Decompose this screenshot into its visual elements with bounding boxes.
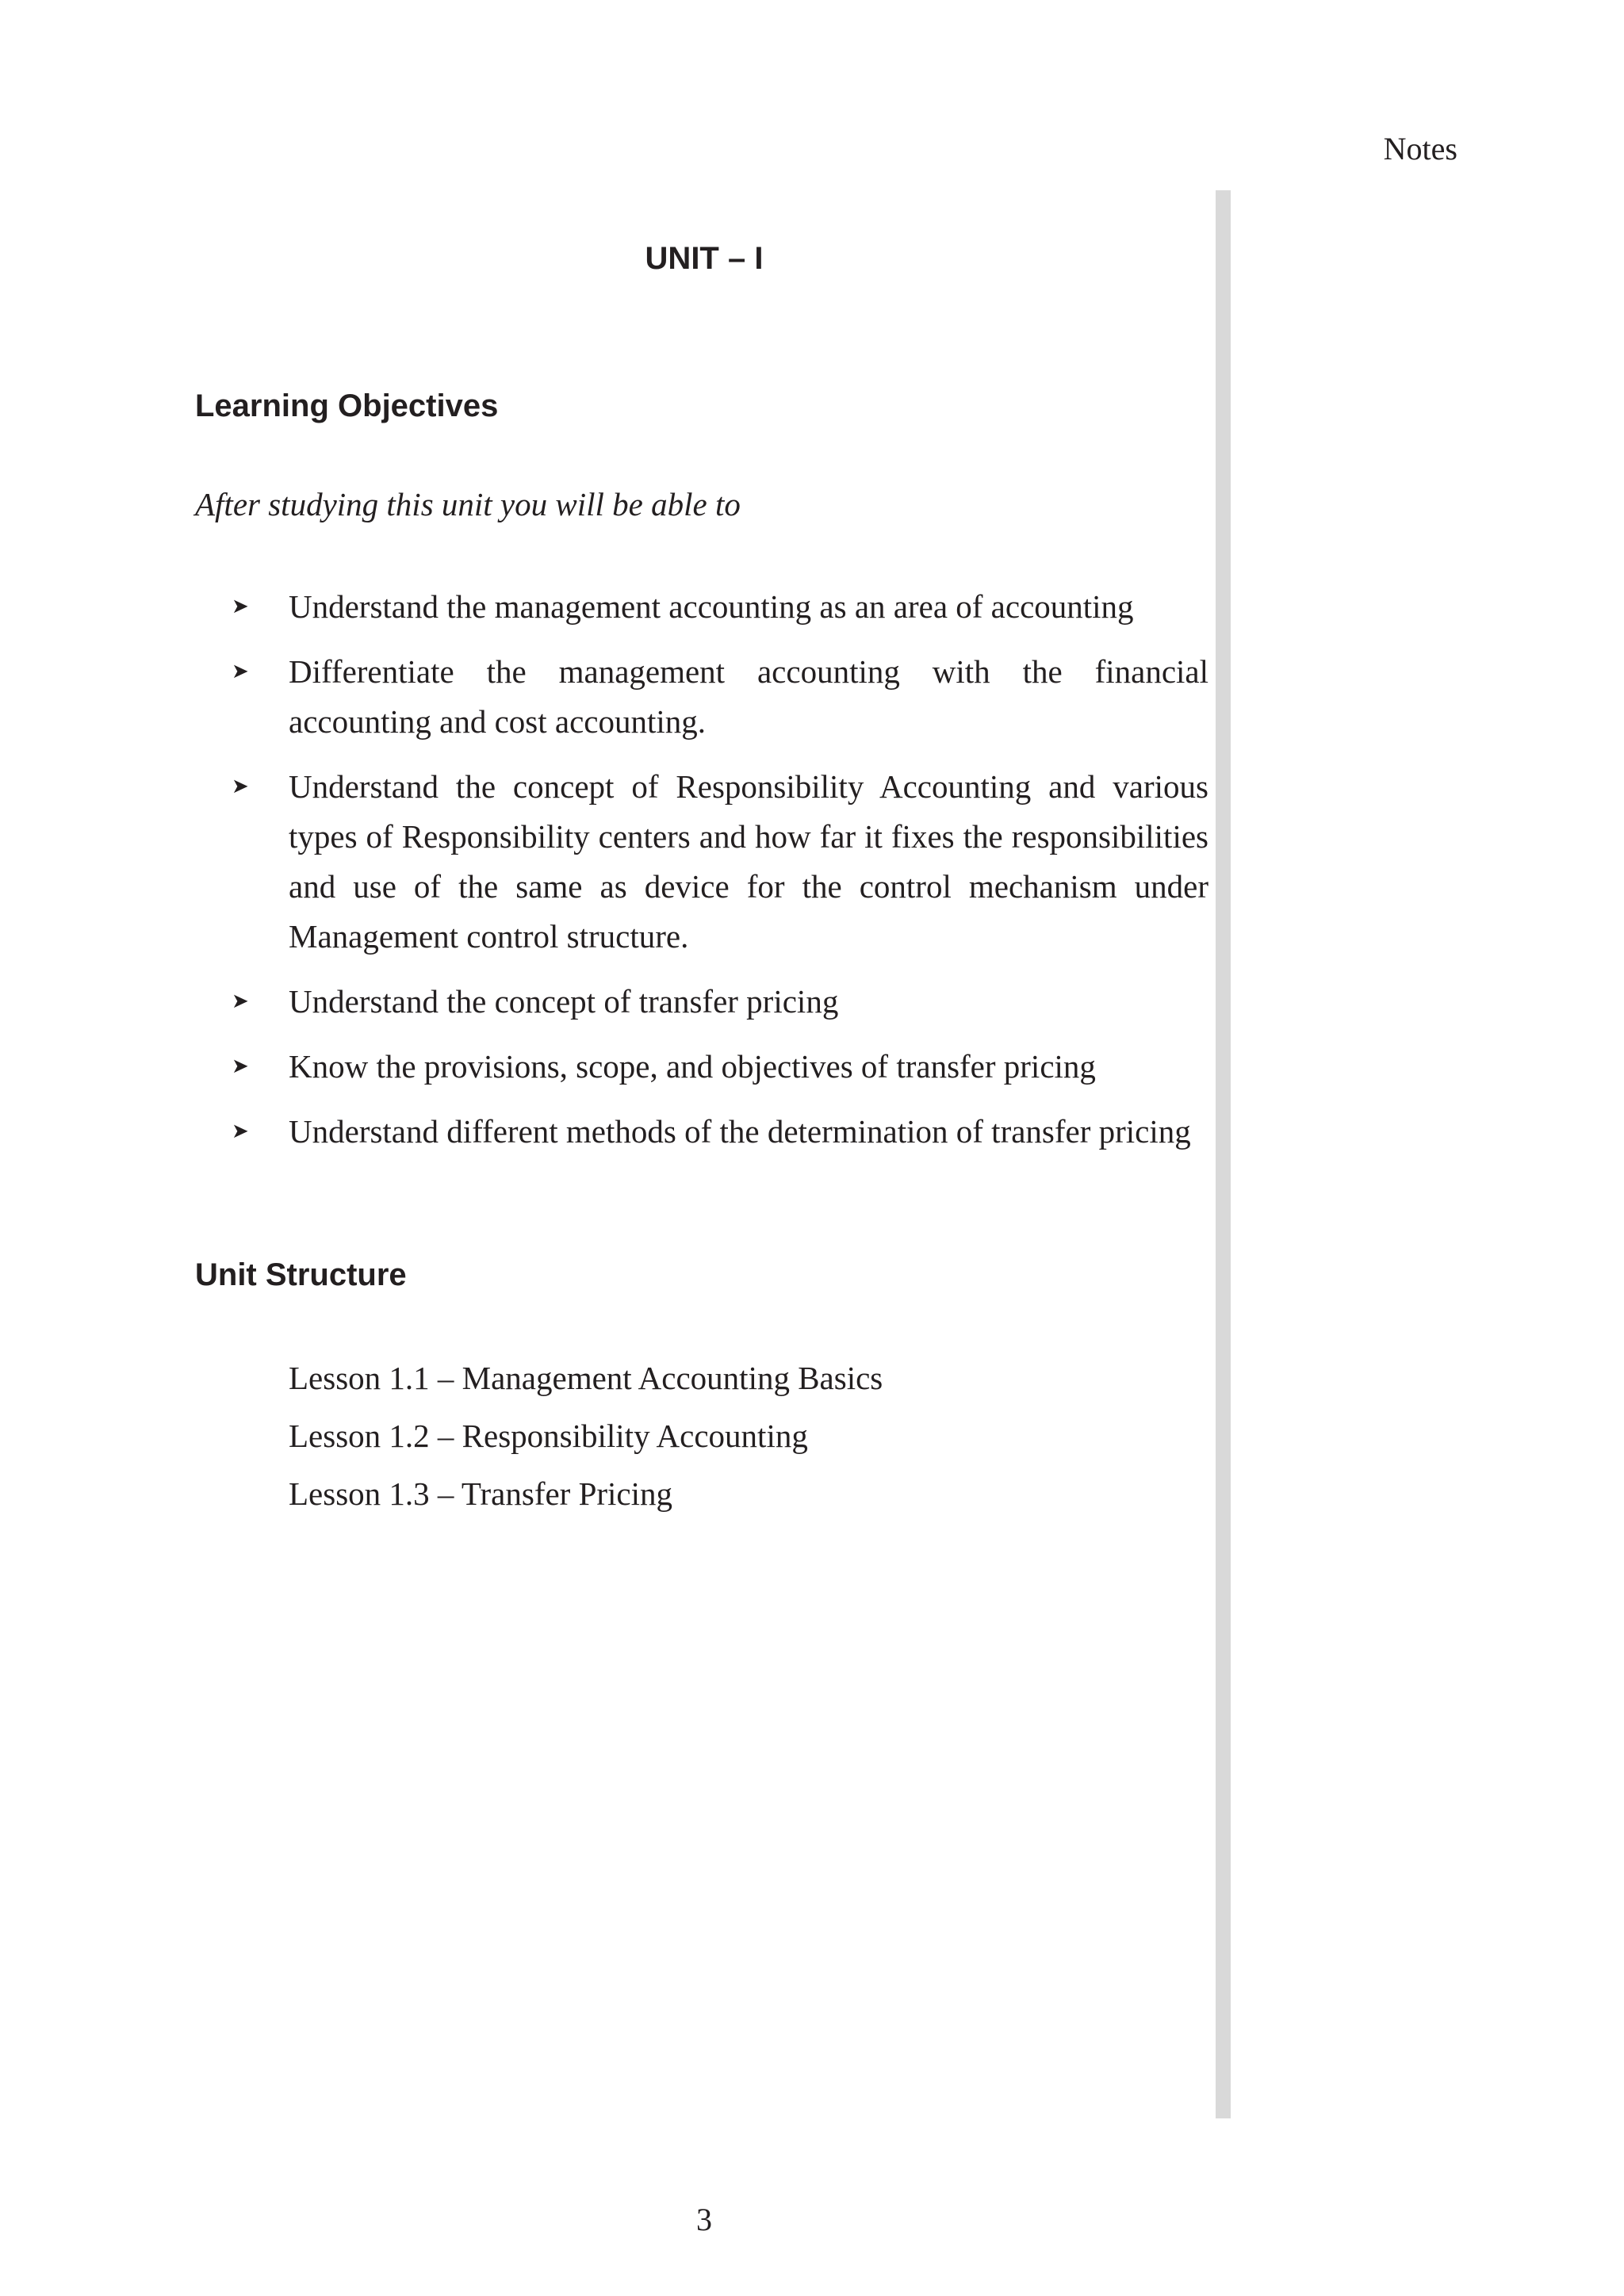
arrowhead-bullet-icon: ➤ bbox=[232, 660, 249, 683]
objectives-intro: After studying this unit you will be able to bbox=[195, 486, 741, 522]
objective-text: Differentiate the management accounting with the financial accounting and cost accounting. bbox=[289, 653, 1208, 740]
list-item bbox=[195, 977, 1208, 1027]
objectives-list bbox=[195, 582, 1208, 1172]
arrowhead-bullet-icon: ➤ bbox=[232, 1054, 249, 1078]
arrowhead-bullet-icon: ➤ bbox=[232, 775, 249, 798]
notes-margin-rule bbox=[1216, 190, 1231, 2118]
lesson-item: Lesson 1.1 – Management Accounting Basics bbox=[289, 1360, 883, 1396]
arrowhead-bullet-icon: ➤ bbox=[232, 595, 249, 618]
lesson-list bbox=[289, 1349, 883, 1523]
learning-objectives-heading: Learning Objectives bbox=[195, 388, 499, 423]
objective-text: Understand the concept of Responsibility Accounting and various types of Responsibility centers and how far it fixes the responsibilities and use of the same as device for the control mechanism under Management control structure. bbox=[289, 768, 1208, 955]
notes-label: Notes bbox=[1383, 131, 1457, 166]
lesson-item: Lesson 1.3 – Transfer Pricing bbox=[289, 1475, 673, 1512]
objective-text: Understand the concept of transfer pricing bbox=[289, 983, 839, 1020]
list-item bbox=[195, 647, 1208, 747]
arrowhead-bullet-icon: ➤ bbox=[232, 1119, 249, 1143]
list-item bbox=[195, 1107, 1208, 1157]
lesson-item: Lesson 1.2 – Responsibility Accounting bbox=[289, 1418, 808, 1454]
unit-structure-heading: Unit Structure bbox=[195, 1257, 407, 1292]
list-item bbox=[195, 582, 1208, 632]
list-item bbox=[195, 762, 1208, 962]
page-number: 3 bbox=[696, 2202, 712, 2237]
arrowhead-bullet-icon: ➤ bbox=[232, 989, 249, 1013]
objective-text: Understand different methods of the determination of transfer pricing bbox=[289, 1113, 1191, 1150]
list-item bbox=[195, 1042, 1208, 1092]
objective-text: Know the provisions, scope, and objectives of transfer pricing bbox=[289, 1048, 1096, 1085]
objective-text: Understand the management accounting as an area of accounting bbox=[289, 588, 1134, 625]
unit-title: UNIT – I bbox=[645, 241, 764, 276]
